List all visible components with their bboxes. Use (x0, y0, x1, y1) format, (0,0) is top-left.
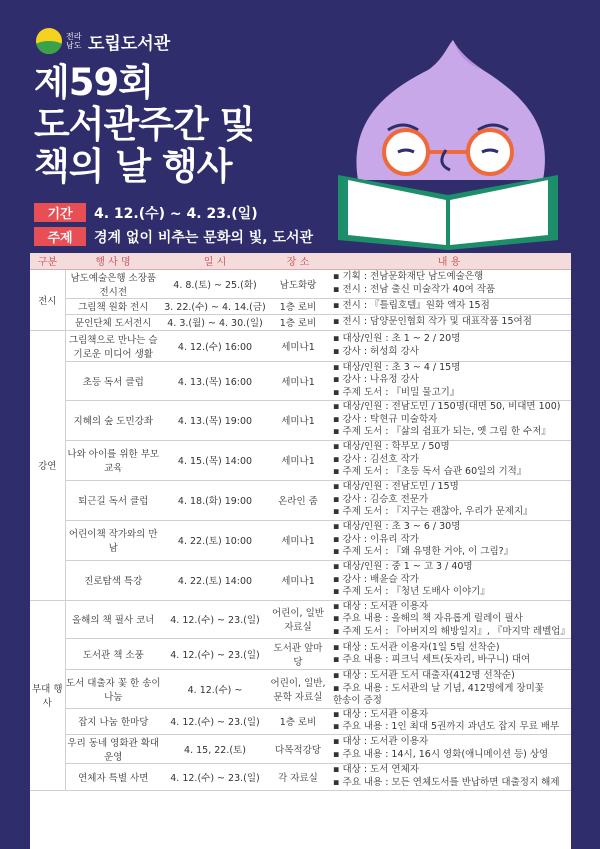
datetime-cell: 4. 22.(토) 10:00 (161, 520, 269, 560)
schedule-table-container (30, 253, 571, 849)
newspaper-watermark: 우리일보 (248, 803, 368, 838)
content-cell (327, 314, 571, 330)
content-cell (327, 298, 571, 314)
title-line-2: 도서관주간 및 (34, 103, 255, 146)
period-value: 4. 12.(수) ~ 4. 23.(일) (94, 205, 258, 222)
content-line: ▪ 대상 : 도서관 이용자(1일 5팀 선착순) (333, 641, 500, 653)
place-cell: 세미나1 (269, 361, 327, 400)
content-cell (327, 480, 571, 520)
content-line: ▪ 대상 : 도서관 도서 대출자(412명 선착순) (333, 670, 515, 681)
table-row (30, 708, 571, 734)
content-line: ▪ 대상 : 도서관 이용자 (333, 600, 429, 612)
table-row (30, 480, 571, 520)
logo-region: 전라 남도 (66, 32, 82, 50)
content-line: ▪ 주요 내용 : 모든 연체도서를 반납하면 대출정지 해제 (333, 776, 560, 788)
table-row (30, 400, 571, 440)
datetime-cell: 4. 3.(월) ~ 4. 30.(일) (161, 314, 269, 330)
datetime-cell: 4. 18.(화) 19:00 (161, 480, 269, 520)
datetime-cell: 4. 22.(토) 14:00 (161, 560, 269, 600)
content-line: ▪ 강사 : 나유정 강사 (333, 374, 419, 386)
datetime-cell: 4. 12.(수) ~ 23.(일) (161, 600, 269, 639)
table-row (30, 269, 571, 298)
datetime-cell: 4. 12.(수) 16:00 (161, 330, 269, 361)
datetime-cell: 4. 12.(수) ~ (161, 670, 269, 709)
title-line-3: 책의 날 행사 (34, 145, 232, 188)
content-cell (327, 734, 571, 763)
content-line: ▪ 강사 : 이유리 작가 (333, 533, 419, 545)
content-line: ▪ 강사 : 허성희 강사 (333, 345, 419, 357)
content-line: ▪ 대상/인원 : 초 1 ~ 2 / 20명 (333, 333, 461, 344)
content-line: ▪ 주요 내용 : 피크닉 세트(돗자리, 바구니) 대여 (333, 654, 531, 665)
place-cell: 남도화랑 (269, 269, 327, 298)
place-cell: 세미나1 (269, 560, 327, 600)
content-cell (327, 269, 571, 298)
place-cell: 1층 로비 (269, 708, 327, 734)
theme-row (34, 227, 313, 246)
content-line: ▪ 전시 : 전남 출신 미술작가 40여 작품 (333, 283, 496, 295)
content-cell (327, 560, 571, 600)
content-line: 한송이 증정 (333, 695, 382, 706)
event-name-cell: 잡지 나눔 한마당 (65, 708, 161, 734)
header-place: 장 소 (269, 253, 327, 269)
event-name-cell: 도서관 책 소풍 (65, 639, 161, 670)
content-line: ▪ 주요 내용 : 1인 최대 5권까지 과년도 잡지 무료 배부 (333, 721, 560, 732)
content-line: ▪ 주요 내용 : 도서관의 날 기념, 412명에게 장미꽃 (333, 682, 544, 694)
content-line: ▪ 대상/인원 : 전남도민 / 15명 (333, 481, 459, 493)
datetime-cell: 4. 12.(수) ~ 23.(일) (161, 763, 269, 790)
content-cell (327, 520, 571, 560)
place-cell: 세미나1 (269, 520, 327, 560)
content-cell (327, 361, 571, 400)
content-line: ▪ 전시 : 담양문인협회 작가 및 대표작품 15여점 (333, 315, 532, 327)
title-line-1: 제59회 (34, 61, 153, 104)
table-row (30, 314, 571, 330)
table-row (30, 440, 571, 480)
place-cell: 세미나1 (269, 330, 327, 361)
datetime-cell: 4. 15.(목) 14:00 (161, 440, 269, 480)
content-cell (327, 670, 571, 709)
content-line: ▪ 주제 도서 : 『왜 유명한 거야, 이 그림?』 (333, 546, 514, 558)
category-cell: 부대 행사 (30, 600, 65, 790)
datetime-cell: 4. 13.(목) 16:00 (161, 361, 269, 400)
content-line: ▪ 주제 도서 : 『청년 도배사 이야기』 (333, 586, 490, 598)
event-name-cell: 퇴근길 독서 클럽 (65, 480, 161, 520)
period-label: 기간 (34, 203, 86, 222)
content-line: ▪ 주제 도서 : 『삶의 쉼표가 되는, 옛 그림 한 수저』 (333, 426, 551, 438)
event-name-cell: 우리 동네 영화관 확대 운영 (65, 734, 161, 763)
event-name-cell: 도서 대출자 꽃 한 송이 나눔 (65, 670, 161, 709)
datetime-cell: 4. 12.(수) ~ 23.(일) (161, 708, 269, 734)
content-line: ▪ 대상/인원 : 중 1 ~ 고 3 / 40명 (333, 561, 473, 573)
content-cell (327, 400, 571, 440)
datetime-cell: 3. 22.(수) ~ 4. 14.(금) (161, 298, 269, 314)
event-name-cell: 올해의 책 필사 코너 (65, 600, 161, 639)
place-cell: 1층 로비 (269, 298, 327, 314)
logo-emblem-icon (36, 28, 62, 54)
content-line: ▪ 주제 도서 : 『아버지의 해방일지』, 『마지막 레벨업』 (333, 625, 570, 637)
table-row (30, 298, 571, 314)
table-row (30, 734, 571, 763)
place-cell: 어린이, 일반, 문학 자료실 (269, 670, 327, 709)
place-cell: 세미나1 (269, 440, 327, 480)
poster-title (34, 62, 254, 188)
event-name-cell: 진로탐색 특강 (65, 560, 161, 600)
content-line: ▪ 강사 : 탁현규 미술학자 (333, 413, 438, 425)
place-cell: 다목적강당 (269, 734, 327, 763)
content-line: ▪ 주요 내용 : 14시, 16시 영화(애니메이션 등) 상영 (333, 748, 549, 760)
datetime-cell: 4. 12.(수) ~ 23.(일) (161, 639, 269, 670)
place-cell: 각 자료실 (269, 763, 327, 790)
header-datetime: 일 시 (161, 253, 269, 269)
event-name-cell: 그림책 원화 전시 (65, 298, 161, 314)
table-header-row (30, 253, 571, 269)
content-line: ▪ 강사 : 김선호 작가 (333, 453, 419, 465)
content-line: ▪ 대상 : 도서관 이용자 (333, 736, 429, 747)
logo-name: 도립도서관 (88, 33, 171, 54)
content-line: ▪ 대상/인원 : 초 3 ~ 6 / 30명 (333, 521, 461, 533)
place-cell: 온라인 줌 (269, 480, 327, 520)
place-cell: 세미나1 (269, 400, 327, 440)
table-row (30, 763, 571, 790)
content-line: ▪ 대상/인원 : 전남도민 / 150명(대면 50, 비대면 100) (333, 401, 561, 413)
event-name-cell: 연체자 특별 사면 (65, 763, 161, 790)
content-line: ▪ 강사 : 배윤슬 작가 (333, 573, 419, 585)
table-row (30, 361, 571, 400)
content-cell (327, 763, 571, 790)
content-line: ▪ 대상 : 도서관 이용자 (333, 708, 429, 720)
content-cell (327, 708, 571, 734)
table-body (30, 269, 571, 790)
event-name-cell: 초등 독서 클럽 (65, 361, 161, 400)
place-cell: 1층 로비 (269, 314, 327, 330)
place-cell: 도서관 앞마당 (269, 639, 327, 670)
content-cell (327, 600, 571, 639)
content-line: ▪ 주제 도서 : 『초등 독서 습관 60일의 기적』 (333, 466, 527, 478)
content-line: ▪ 주제 도서 : 『지구는 괜찮아, 우리가 문제지』 (333, 506, 533, 518)
table-row (30, 639, 571, 670)
content-line: ▪ 주제 도서 : 『비밀 물고기』 (333, 386, 460, 398)
datetime-cell: 4. 15, 22.(토) (161, 734, 269, 763)
poster-header (0, 0, 600, 250)
category-cell: 전시 (30, 269, 65, 330)
schedule-table (30, 253, 571, 791)
table-row (30, 670, 571, 709)
event-name-cell: 어린이책 작가와의 만남 (65, 520, 161, 560)
reading-character-illustration (318, 40, 578, 250)
content-line: ▪ 대상/인원 : 초 3 ~ 4 / 15명 (333, 361, 461, 373)
header-content: 내 용 (327, 253, 571, 269)
content-line: ▪ 전시 : 『틀립호텔』원화 액자 15점 (333, 299, 490, 311)
period-row (34, 203, 313, 222)
table-row (30, 520, 571, 560)
content-line: ▪ 주요 내용 : 올해의 책 자유롭게 릴레이 필사 (333, 613, 523, 624)
library-logo (36, 28, 170, 54)
event-meta (34, 203, 313, 251)
content-cell (327, 440, 571, 480)
content-line: ▪ 강사 : 김승호 전문가 (333, 493, 429, 505)
theme-label: 주제 (34, 227, 86, 246)
content-line: ▪ 기획 : 전남문화재단 남도예술은행 (333, 271, 484, 282)
event-name-cell: 그림책으로 만나는 슬기로운 미디어 생활 (65, 330, 161, 361)
table-row (30, 560, 571, 600)
place-cell: 어린이, 일반자료실 (269, 600, 327, 639)
datetime-cell: 4. 8.(토) ~ 25.(화) (161, 269, 269, 298)
event-name-cell: 남도예술은행 소장품 전시전 (65, 269, 161, 298)
datetime-cell: 4. 13.(목) 19:00 (161, 400, 269, 440)
table-row (30, 600, 571, 639)
event-name-cell: 지혜의 숲 도민강좌 (65, 400, 161, 440)
category-cell: 강연 (30, 330, 65, 600)
event-name-cell: 나와 아이를 위한 부모교육 (65, 440, 161, 480)
content-line: ▪ 대상 : 도서 연체자 (333, 764, 419, 775)
content-cell (327, 639, 571, 670)
theme-value: 경계 없이 비추는 문화의 빛, 도서관 (94, 229, 314, 246)
content-line: ▪ 대상/인원 : 학부모 / 50명 (333, 441, 450, 453)
event-name-cell: 문인단체 도서전시 (65, 314, 161, 330)
header-event-name: 행 사 명 (65, 253, 161, 269)
content-cell (327, 330, 571, 361)
table-row (30, 330, 571, 361)
header-category: 구분 (30, 253, 65, 269)
